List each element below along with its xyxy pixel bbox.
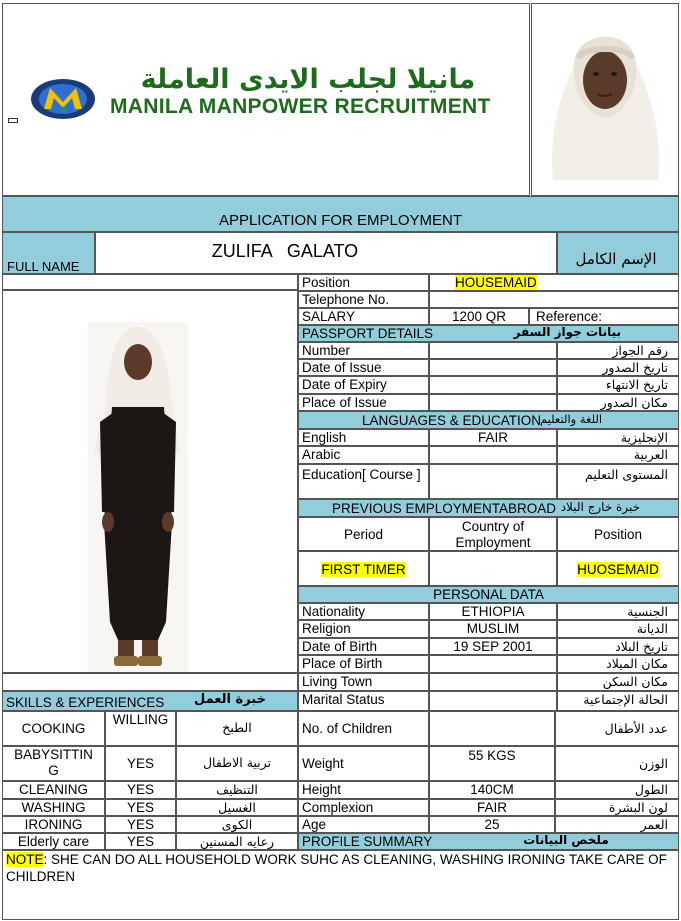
weight-arabic: الوزن [555, 746, 679, 781]
education-label: Education[ Course ] [298, 464, 429, 499]
skill-ironing-status: YES [105, 816, 176, 833]
skill-cleaning-arabic: التنظيف [176, 781, 298, 799]
skill-babysitting-status: YES [105, 746, 176, 781]
date-of-issue-arabic: تاريخ الصدور [557, 359, 679, 376]
passport-number-arabic: رقم الجواز [557, 342, 679, 359]
skill-elderly-care-arabic: رعايه المسنين [176, 833, 298, 850]
arabic-label: Arabic [298, 446, 429, 464]
full-name-label: FULL NAME [7, 259, 80, 274]
reference-label: Reference: [529, 308, 679, 325]
english-value: FAIR [429, 429, 557, 446]
nationality-value: ETHIOPIA [429, 603, 557, 620]
height-label: Height [298, 781, 429, 799]
age-value: 25 [429, 816, 555, 833]
position-exp-value: HUOSEMAID [577, 562, 659, 577]
passport-number-value [429, 342, 557, 359]
position-exp-value-cell [557, 551, 679, 586]
place-of-issue-value [429, 394, 557, 411]
religion-arabic: الديانة [557, 620, 679, 638]
living-town-label: Living Town [298, 673, 429, 691]
marital-status-arabic: الحالة الإجتماعية [557, 691, 679, 711]
profile-summary-header-arabic: ملخص البيانات [523, 833, 609, 847]
company-name: MANILA MANPOWER RECRUITMENT [110, 95, 491, 118]
children-label: No. of Children [298, 711, 429, 746]
place-of-birth-arabic: مكان الميلاد [557, 655, 679, 673]
company-logo [30, 78, 96, 120]
place-of-birth-label: Place of Birth [298, 655, 429, 673]
date-of-issue-value [429, 359, 557, 376]
religion-label: Religion [298, 620, 429, 638]
skill-elderly-care-status: YES [105, 833, 176, 850]
nationality-label: Nationality [298, 603, 429, 620]
place-of-birth-value [429, 655, 557, 673]
period-value-cell [298, 551, 429, 586]
col-period-label: Period [343, 527, 384, 542]
skill-babysitting-arabic: تربية الاطفال [176, 746, 298, 781]
skill-cleaning-status: YES [105, 781, 176, 799]
children-arabic: عدد الأطفال [555, 711, 679, 746]
passport-header-arabic: بيانات جواز السفر [513, 325, 621, 339]
complexion-label: Complexion [298, 799, 429, 816]
skill-cooking: COOKING [2, 711, 105, 746]
place-of-issue-arabic: مكان الصدور [557, 394, 679, 411]
full-body-photo [88, 322, 188, 672]
languages-header: LANGUAGES & EDUCATION [362, 413, 542, 428]
education-arabic: المستوى التعليم [557, 464, 679, 499]
left-blank-row [2, 673, 298, 691]
marital-status-label: Marital Status [298, 691, 429, 711]
left-top-strip [2, 274, 298, 290]
education-value [429, 464, 557, 499]
note-label: NOTE [6, 852, 44, 867]
skill-washing-status: YES [105, 799, 176, 816]
dob-label: Date of Birth [298, 638, 429, 655]
col-country [429, 517, 557, 551]
dob-value: 19 SEP 2001 [429, 638, 557, 655]
profile-summary-header: PROFILE SUMMARY [302, 834, 433, 849]
passport-number-label: Number [298, 342, 429, 359]
salary-label: SALARY [298, 308, 429, 325]
skill-cooking-arabic: الطبخ [176, 711, 298, 746]
skills-header-arabic: خبرة العمل [194, 692, 266, 707]
weight-label: Weight [298, 746, 429, 781]
arabic-arabic: العربية [557, 446, 679, 464]
country-value-cell [429, 551, 557, 586]
company-arabic-name: مانيلا لجلب الايدى العاملة [140, 64, 476, 95]
date-of-expiry-arabic: تاريخ الانتهاء [557, 376, 679, 394]
languages-header-arabic: اللغة والتعليم [540, 412, 603, 426]
complexion-value: FAIR [429, 799, 555, 816]
full-name-value: ZULIFA GALATO [211, 241, 359, 261]
prev-employment-header-arabic: خبرة خارج البلاد [560, 500, 640, 514]
age-label: Age [298, 816, 429, 833]
passport-header: PASSPORT DETAILS [302, 326, 434, 341]
full-name-arabic-label: الإسم الكامل [575, 250, 657, 268]
note-text-block [6, 851, 671, 885]
portrait-photo [538, 18, 672, 180]
living-town-arabic: مكان السكن [557, 673, 679, 691]
period-value: FIRST TIMER [321, 562, 406, 577]
col-period [298, 517, 429, 551]
date-of-expiry-label: Date of Expiry [298, 376, 429, 394]
skills-header: SKILLS & EXPERIENCES [6, 695, 165, 710]
small-checkbox [8, 118, 18, 123]
form-title: APPLICATION FOR EMPLOYMENT [218, 212, 463, 229]
date-of-issue-label: Date of Issue [298, 359, 429, 376]
skill-cleaning: CLEANING [2, 781, 105, 799]
skill-washing-arabic: الغسيل [176, 799, 298, 816]
weight-value: 55 KGS [429, 746, 555, 781]
religion-value: MUSLIM [429, 620, 557, 638]
salary-value: 1200 QR [429, 308, 529, 325]
age-arabic: العمر [555, 816, 679, 833]
prev-employment-header: PREVIOUS EMPLOYMENTABROAD [332, 501, 557, 516]
note-text: : SHE CAN DO ALL HOUSEHOLD WORK SUHC AS CLEANING, WASHING IRONING TAKE CARE OF CHILDREN [6, 852, 667, 884]
col-position [557, 517, 679, 551]
height-value: 140CM [429, 781, 555, 799]
telephone-label: Telephone No. [298, 291, 429, 308]
col-position-label: Position [593, 527, 643, 542]
skill-babysitting: BABYSITTIN G [2, 746, 105, 781]
arabic-value [429, 446, 557, 464]
skill-ironing-arabic: الكوى [176, 816, 298, 833]
skill-ironing: IRONING [2, 816, 105, 833]
skill-washing: WASHING [2, 799, 105, 816]
height-arabic: الطول [555, 781, 679, 799]
nationality-arabic: الجنسية [557, 603, 679, 620]
personal-header: PERSONAL DATA [433, 587, 544, 602]
complexion-arabic: لون البشرة [555, 799, 679, 816]
telephone-value [429, 291, 679, 308]
english-arabic: الإنجليزية [557, 429, 679, 446]
dob-arabic: تاريخ البلاد [557, 638, 679, 655]
position-value: HOUSEMAID [455, 275, 537, 290]
skill-elderly-care: Elderly care [2, 833, 105, 850]
place-of-issue-label: Place of Issue [298, 394, 429, 411]
marital-status-value [429, 691, 557, 711]
col-country-label: Country of Employment [455, 519, 531, 550]
position-value-cell [429, 274, 679, 291]
children-value [429, 711, 555, 746]
position-label: Position [298, 274, 429, 291]
date-of-expiry-value [429, 376, 557, 394]
english-label: English [298, 429, 429, 446]
living-town-value [429, 673, 557, 691]
skill-cooking-status: WILLING [105, 711, 176, 746]
